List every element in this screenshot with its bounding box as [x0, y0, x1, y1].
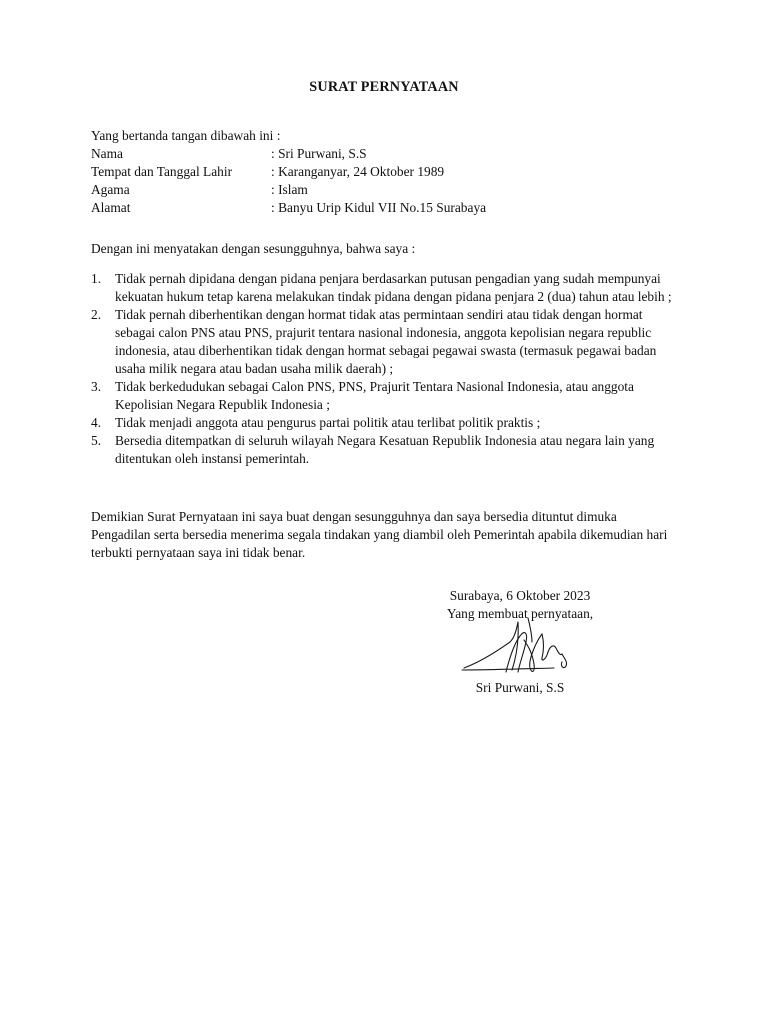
identity-row-birth [91, 163, 486, 181]
list-item-text: Tidak menjadi anggota atau pengurus partai politik atau terlibat politik praktis ; [115, 415, 541, 430]
maker-label: Yang membuat pernyataan, [446, 606, 594, 621]
signer-name: Sri Purwani, S.S [475, 680, 565, 695]
list-item-number: 1. [91, 271, 102, 286]
document-title: SURAT PERNYATAAN [309, 79, 459, 95]
list-item [91, 414, 681, 432]
identity-row-address [91, 199, 486, 217]
identity-block [91, 145, 486, 217]
list-item [91, 378, 681, 414]
statement-text: Dengan ini menyatakan dengan sesungguhnya, bahwa saya : [91, 241, 416, 256]
list-item-text: Tidak pernah dipidana dengan pidana penjara berdasarkan putusan pengadian yang sudah mempunyai kekuatan hukum tetap karena melakukan tindak pidana dengan pidana penjara 2 (dua) tahun atau lebih ; [115, 271, 672, 304]
identity-value: : Islam [271, 182, 308, 197]
place-date: Surabaya, 6 Oktober 2023 [449, 588, 591, 603]
identity-row-name [91, 145, 486, 163]
list-item-text: Bersedia ditempatkan di seluruh wilayah Negara Kesatuan Republik Indonesia atau negara lain yang ditentukan oleh instansi pemerintah. [115, 433, 655, 466]
identity-value: : Banyu Urip Kidul VII No.15 Surabaya [271, 200, 487, 215]
closing-paragraph: Demikian Surat Pernyataan ini saya buat dengan sesungguhnya dan saya bersedia dituntut dimuka Pengadilan serta bersedia menerima segala tindakan yang diambil oleh Pemerintah apabila dikemudian hari terbukti pernyataan saya ini tidak benar. [91, 509, 668, 560]
list-item [91, 432, 681, 468]
list-item-number: 3. [91, 379, 102, 394]
intro-text: Yang bertanda tangan dibawah ini : [91, 128, 281, 143]
identity-label: Tempat dan Tanggal Lahir [91, 164, 233, 179]
list-item-text: Tidak berkedudukan sebagai Calon PNS, PNS, Prajurit Tentara Nasional Indonesia, atau anggota Kepolisian Negara Republik Indonesia ; [115, 379, 634, 412]
identity-label: Alamat [91, 200, 131, 215]
identity-value: : Karanganyar, 24 Oktober 1989 [271, 164, 445, 179]
list-item-number: 2. [91, 307, 102, 322]
statement-list [91, 270, 681, 468]
identity-row-religion [91, 181, 486, 199]
identity-value: : Sri Purwani, S.S [271, 146, 367, 161]
list-item [91, 306, 681, 378]
list-item [91, 270, 681, 306]
list-item-number: 4. [91, 415, 102, 430]
list-item-text: Tidak pernah diberhentikan dengan hormat tidak atas permintaan sendiri atau tidak dengan hormat sebagai calon PNS atau PNS, prajurit tentara nasional indonesia, anggota kepolisian negara republic indonesia, atau diberhentikan tidak dengan hormat sebagai pegawai swasta (termasuk pegawai badan usaha milik negara atau badan usaha milik daerah) ; [115, 307, 657, 376]
list-item-number: 5. [91, 433, 102, 448]
identity-label: Agama [91, 182, 130, 197]
identity-label: Nama [91, 146, 123, 161]
